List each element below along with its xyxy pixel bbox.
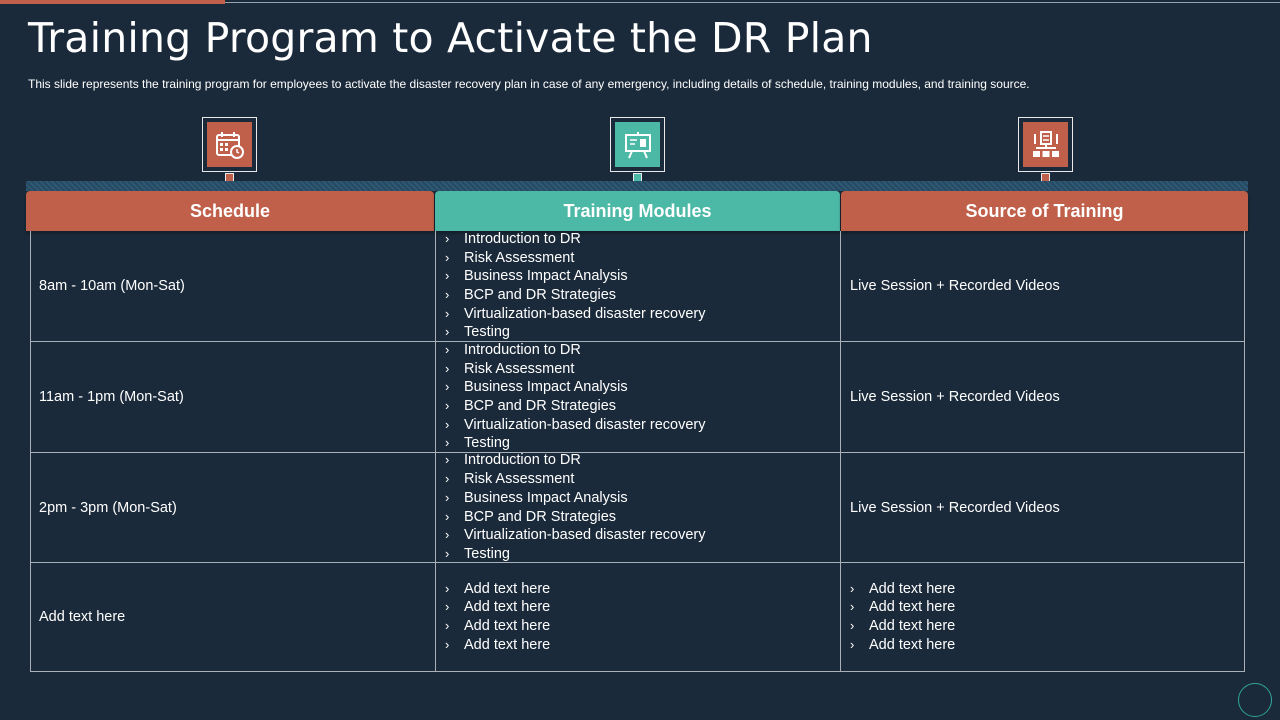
modules-cell bbox=[435, 453, 840, 562]
chevron-right-icon: › bbox=[445, 379, 450, 395]
schedule-icon-box bbox=[202, 117, 257, 172]
table-row bbox=[31, 562, 1244, 671]
chevron-right-icon: › bbox=[445, 341, 450, 357]
corner-circle-decoration bbox=[1238, 683, 1272, 717]
modules-cell bbox=[435, 563, 840, 671]
table-row bbox=[31, 231, 1244, 341]
list-item: › Business Impact Analysis bbox=[445, 379, 628, 396]
header-schedule: Schedule bbox=[26, 191, 434, 231]
list-item: › Add text here bbox=[850, 599, 956, 616]
modules-cell bbox=[435, 231, 840, 341]
list-item: › Introduction to DR bbox=[445, 230, 581, 247]
chevron-right-icon: › bbox=[445, 268, 450, 284]
training-table bbox=[30, 231, 1245, 672]
schedule-cell: 2pm - 3pm (Mon-Sat) bbox=[39, 499, 177, 516]
chevron-right-icon: › bbox=[445, 249, 450, 265]
list-item: › Virtualization-based disaster recovery bbox=[445, 416, 706, 433]
list-item: › Introduction to DR bbox=[445, 452, 581, 469]
chevron-right-icon: › bbox=[445, 452, 450, 468]
header-hatch-band bbox=[26, 181, 1248, 191]
chevron-right-icon: › bbox=[445, 527, 450, 543]
modules-list bbox=[445, 341, 706, 453]
modules-list bbox=[445, 230, 706, 342]
list-item: › Testing bbox=[445, 545, 510, 562]
chevron-right-icon: › bbox=[445, 360, 450, 376]
chevron-right-icon: › bbox=[445, 599, 450, 615]
list-item: › Business Impact Analysis bbox=[445, 268, 628, 285]
chevron-right-icon: › bbox=[445, 416, 450, 432]
source-cell: Live Session + Recorded Videos bbox=[840, 342, 1244, 452]
list-item: › Risk Assessment bbox=[445, 471, 575, 488]
top-accent-bar bbox=[0, 0, 225, 4]
source-list bbox=[850, 580, 955, 655]
chevron-right-icon: › bbox=[445, 287, 450, 302]
source-icon-box bbox=[1018, 117, 1073, 172]
modules-list bbox=[445, 580, 550, 655]
modules-icon-box bbox=[610, 117, 665, 172]
source-cell: Live Session + Recorded Videos bbox=[840, 453, 1244, 562]
schedule-cell: 11am - 1pm (Mon-Sat) bbox=[39, 389, 184, 405]
list-item: › Business Impact Analysis bbox=[445, 489, 628, 506]
chevron-right-icon: › bbox=[850, 599, 855, 615]
header-source-of-training: Source of Training bbox=[841, 191, 1248, 231]
chevron-right-icon: › bbox=[850, 618, 855, 633]
chevron-right-icon: › bbox=[445, 580, 450, 596]
chevron-right-icon: › bbox=[445, 230, 450, 246]
list-item: › Add text here bbox=[850, 636, 956, 653]
list-item: › Add text here bbox=[445, 599, 551, 616]
list-item: › Risk Assessment bbox=[445, 360, 575, 377]
header-training-modules: Training Modules bbox=[435, 191, 840, 231]
table-row bbox=[31, 341, 1244, 452]
chevron-right-icon: › bbox=[445, 618, 450, 633]
list-item: › BCP and DR Strategies bbox=[445, 398, 617, 414]
list-item: › Testing bbox=[445, 435, 510, 452]
schedule-cell: 8am - 10am (Mon-Sat) bbox=[39, 278, 185, 294]
chevron-right-icon: › bbox=[850, 636, 855, 652]
list-item: › Virtualization-based disaster recovery bbox=[445, 305, 706, 322]
chevron-right-icon: › bbox=[850, 580, 855, 596]
list-item: › Add text here bbox=[850, 618, 956, 634]
slide-subtitle: This slide represents the training program for employees to activate the disaster recovery plan in case of any emergency, including details of schedule, training modules, and training source. bbox=[28, 77, 1030, 91]
top-accent-line bbox=[225, 2, 1280, 3]
chevron-right-icon: › bbox=[445, 435, 450, 451]
chevron-right-icon: › bbox=[445, 489, 450, 505]
chevron-right-icon: › bbox=[445, 305, 450, 321]
table-row bbox=[31, 452, 1244, 562]
list-item: › Add text here bbox=[445, 636, 551, 653]
presentation-board-icon bbox=[615, 122, 660, 167]
chevron-right-icon: › bbox=[445, 508, 450, 524]
slide-title: Training Program to Activate the DR Plan bbox=[28, 14, 873, 62]
chevron-right-icon: › bbox=[445, 398, 450, 413]
server-network-icon bbox=[1023, 122, 1068, 167]
list-item: › BCP and DR Strategies bbox=[445, 287, 617, 303]
calendar-clock-icon bbox=[207, 122, 252, 167]
source-cell: Live Session + Recorded Videos bbox=[840, 231, 1244, 341]
chevron-right-icon: › bbox=[445, 471, 450, 487]
modules-cell bbox=[435, 342, 840, 452]
list-item: › Testing bbox=[445, 324, 510, 341]
list-item: › Add text here bbox=[850, 580, 956, 597]
list-item: › Add text here bbox=[445, 580, 551, 597]
schedule-cell: Add text here bbox=[39, 609, 126, 625]
chevron-right-icon: › bbox=[445, 636, 450, 652]
list-item: › Add text here bbox=[445, 618, 551, 634]
source-cell bbox=[840, 563, 1244, 671]
list-item: › Introduction to DR bbox=[445, 341, 581, 358]
chevron-right-icon: › bbox=[445, 324, 450, 340]
list-item: › Risk Assessment bbox=[445, 249, 575, 266]
modules-list bbox=[445, 451, 706, 563]
list-item: › BCP and DR Strategies bbox=[445, 508, 617, 525]
chevron-right-icon: › bbox=[445, 545, 450, 561]
list-item: › Virtualization-based disaster recovery bbox=[445, 527, 706, 544]
